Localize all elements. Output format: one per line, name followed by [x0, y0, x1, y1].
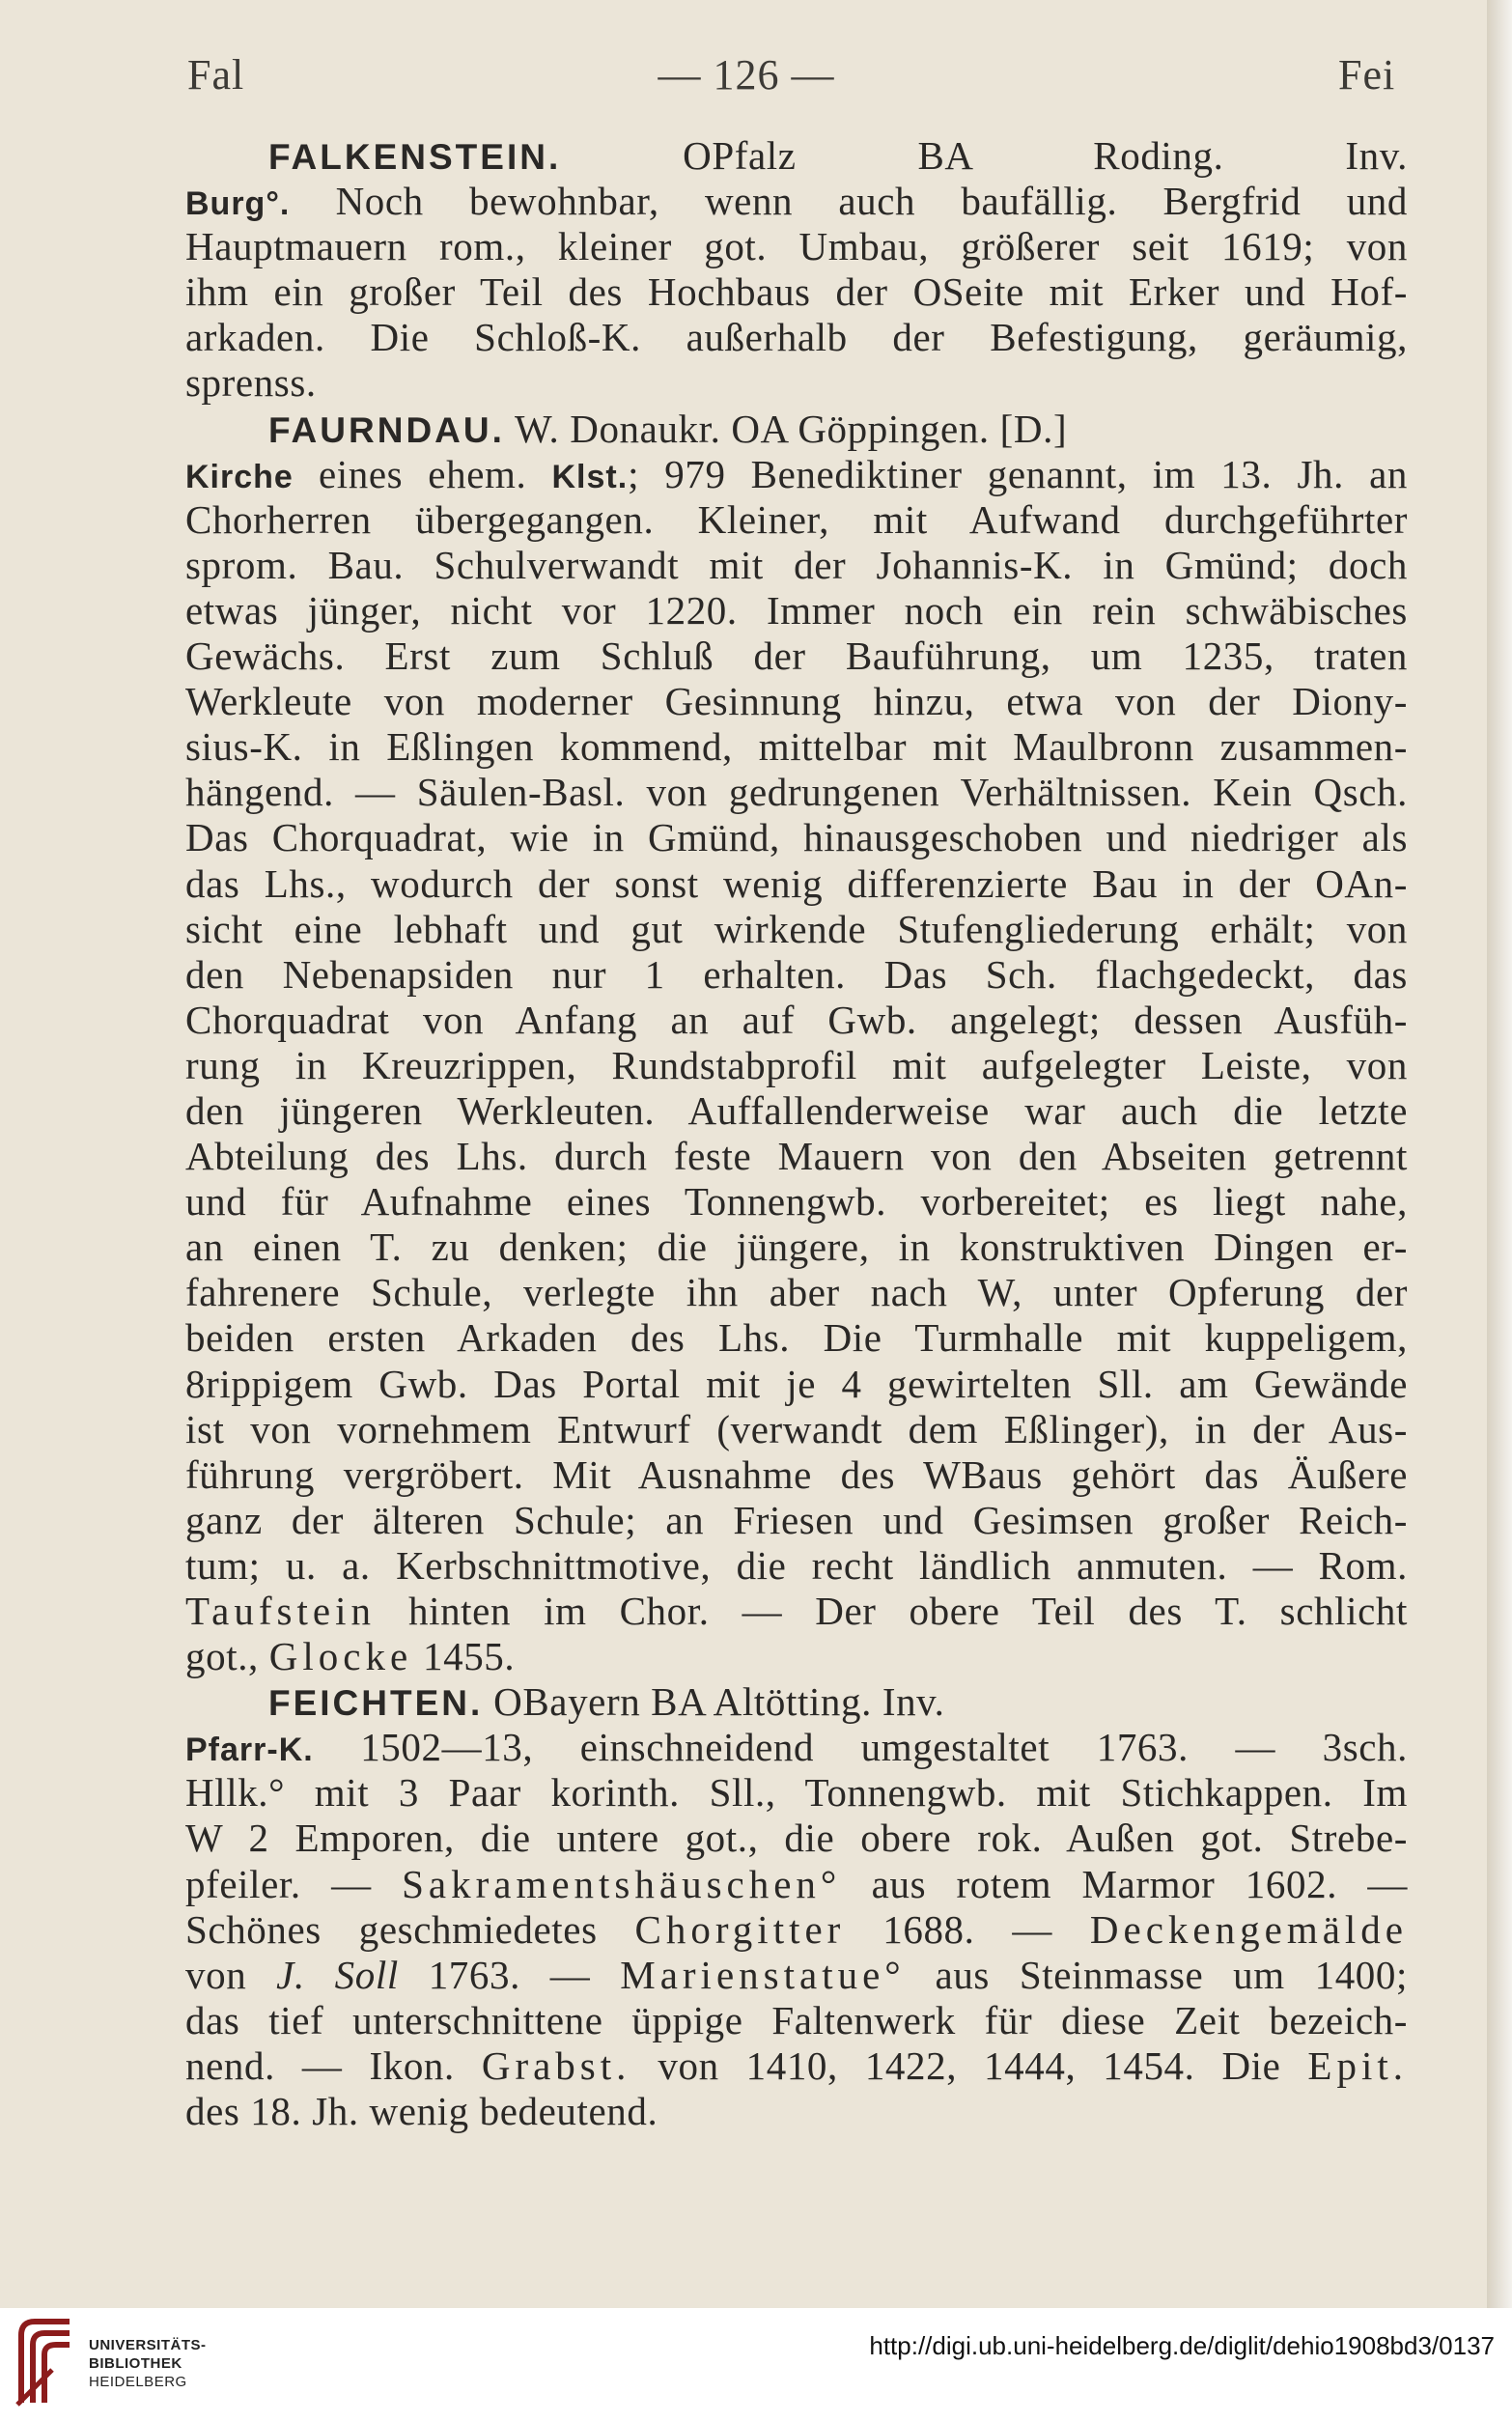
text-run: eines ehem.	[293, 451, 552, 496]
text-line	[185, 1679, 1408, 1725]
text-run: Hauptmauern rom., kleiner got. Umbau, größerer seit 1619; von	[185, 224, 1408, 269]
text-run: und für Aufnahme eines Tonnengwb. vorbereitet; es liegt nahe,	[185, 1179, 1408, 1225]
text-line	[185, 1953, 1408, 1998]
text-run: sicht eine lebhaft und gut wirkende Stufengliederung erhält; von	[185, 906, 1408, 951]
text-run: W. Donaukr. OA Göppingen. [D.]	[504, 406, 1068, 451]
text-run: ist von vornehmem Entwurf (verwandt dem Eßlinger), in der Aus-	[185, 1406, 1408, 1451]
text-run: von 1410, 1422, 1444, 1454. Die	[630, 2042, 1308, 2088]
text-run: Gewächs. Erst zum Schluß der Bauführung, um 1235, traten	[185, 634, 1408, 679]
spaced-term: Marienstatue°	[620, 1952, 906, 1997]
text-line	[185, 1270, 1408, 1315]
body-text	[185, 133, 1408, 2134]
spaced-term: Grabst.	[481, 2042, 631, 2088]
text-run: got.,	[185, 1634, 269, 1679]
text-line	[185, 2043, 1408, 2089]
text-line	[185, 315, 1408, 360]
text-run: ihm ein großer Teil des Hochbaus der OSeite mit Erker und Hof-	[185, 269, 1408, 315]
spaced-term: Taufstein	[185, 1589, 376, 1633]
library-name-line-1: UNIVERSITÄTS-	[89, 2337, 207, 2353]
text-run: 1688. —	[845, 1906, 1090, 1952]
text-run: arkaden. Die Schloß-K. außerhalb der Befestigung, geräumig,	[185, 315, 1408, 360]
text-run: Schönes geschmiedetes	[185, 1906, 635, 1952]
text-run: tum; u. a. Kerbschnittmotive, die recht ländlich anmuten. — Rom.	[185, 1542, 1408, 1588]
text-run: OBayern BA Altötting. Inv.	[483, 1679, 945, 1725]
entry-headword: FEICHTEN.	[268, 1683, 484, 1724]
text-run: hängend. — Säulen-Basl. von gedrungenen Verhältnissen. Kein Qsch.	[185, 770, 1408, 815]
text-line	[185, 497, 1408, 543]
text-run: sius-K. in Eßlingen kommend, mittelbar mit Maulbronn zusammen-	[185, 724, 1408, 770]
text-line	[185, 1407, 1408, 1452]
page-number: — 126 —	[658, 51, 835, 99]
source-url-link[interactable]: http://digi.ub.uni-heidelberg.de/diglit/dehio1908bd3/0137	[869, 2331, 1495, 2360]
text-line	[185, 815, 1408, 860]
text-line	[185, 770, 1408, 815]
text-run: Chorherren übergegangen. Kleiner, mit Aufwand durchgeführter	[185, 496, 1408, 542]
entry	[185, 407, 1408, 1680]
text-line	[185, 179, 1408, 224]
text-run: an einen T. zu denken; die jüngere, in konstruktiven Dingen er-	[185, 1225, 1408, 1270]
text-line	[185, 1907, 1408, 1953]
text-run: aus rotem Marmor 1602. —	[841, 1861, 1408, 1906]
artist-name: J. Soll	[276, 1952, 399, 1997]
text-line	[185, 1043, 1408, 1088]
text-line	[185, 1998, 1408, 2043]
text-run: hinten im Chor. — Der obere Teil des T. schlicht	[375, 1589, 1408, 1633]
text-line	[185, 952, 1408, 998]
text-line	[185, 1134, 1408, 1179]
text-line	[185, 1862, 1408, 1907]
text-line	[185, 1816, 1408, 1861]
text-run: den Nebenapsiden nur 1 erhalten. Das Sch. flachgedeckt, das	[185, 951, 1408, 997]
text-line	[185, 998, 1408, 1043]
library-name-line-3: HEIDELBERG	[89, 2374, 187, 2390]
text-run: führung vergröbert. Mit Ausnahme des WBaus gehört das Äußere	[185, 1451, 1408, 1497]
text-line	[185, 1634, 1408, 1679]
running-head-left: Fal	[187, 51, 245, 99]
spaced-term: Chorgitter	[634, 1906, 846, 1952]
text-run: den jüngeren Werkleuten. Auffallenderweise war auch die letzte	[185, 1087, 1408, 1133]
text-run: Abteilung des Lhs. durch feste Mauern von den Abseiten getrennt	[185, 1134, 1408, 1179]
text-run: 1763. —	[398, 1952, 621, 1997]
text-run: von	[185, 1952, 277, 1997]
running-head-right: Fei	[1338, 51, 1396, 99]
text-line	[185, 634, 1408, 679]
text-line	[185, 1589, 1408, 1634]
text-run: 1502—13, einschneidend umgestaltet 1763. — 3sch.	[313, 1725, 1408, 1770]
text-run: Das Chorquadrat, wie in Gmünd, hinausgeschoben und niedriger als	[185, 815, 1408, 860]
text-line	[185, 1770, 1408, 1816]
text-line	[185, 1225, 1408, 1270]
entry	[185, 133, 1408, 407]
footer-bar	[0, 2308, 1512, 2422]
spaced-term: Glocke	[268, 1634, 413, 1679]
text-line	[185, 452, 1408, 497]
object-label: Burg°.	[185, 185, 291, 223]
text-run: W 2 Emporen, die untere got., die obere rok. Außen got. Strebe-	[185, 1816, 1408, 1861]
text-line	[185, 1452, 1408, 1498]
text-line	[185, 2089, 1408, 2134]
text-line	[185, 588, 1408, 634]
library-name-line-2: BIBLIOTHEK	[89, 2355, 182, 2372]
text-line	[185, 1179, 1408, 1225]
text-run: Chorquadrat von Anfang an auf Gwb. angelegt; dessen Ausfüh-	[185, 997, 1408, 1042]
text-line	[185, 861, 1408, 907]
text-line	[185, 224, 1408, 269]
entry-headword: FALKENSTEIN.	[268, 137, 562, 177]
text-run: OPfalz BA Roding. Inv.	[561, 133, 1408, 178]
text-run: Noch bewohnbar, wenn auch baufällig. Bergfrid und	[290, 179, 1408, 224]
text-run: 1455.	[412, 1634, 516, 1679]
entry-headword: FAURNDAU.	[268, 409, 505, 450]
text-run: etwas jünger, nicht vor 1220. Immer noch ein rein schwäbisches	[185, 587, 1408, 633]
text-run: pfeiler. —	[185, 1861, 403, 1906]
text-run: nend. — Ikon.	[185, 2042, 482, 2088]
library-logo-icon	[14, 2316, 77, 2408]
entry	[185, 1679, 1408, 2134]
text-run: 8rippigem Gwb. Das Portal mit je 4 gewirtelten Sll. am Gewände	[185, 1361, 1408, 1406]
page-edge	[1487, 0, 1512, 2308]
text-run: des 18. Jh. wenig bedeutend.	[185, 2089, 658, 2134]
text-run: Werkleute von moderner Gesinnung hinzu, etwa von der Diony-	[185, 679, 1408, 724]
spaced-term: Deckengemälde	[1089, 1906, 1408, 1952]
text-line	[185, 907, 1408, 952]
object-label: Kirche	[185, 458, 294, 495]
text-line	[185, 1315, 1408, 1361]
object-label: Klst.	[551, 458, 629, 495]
spaced-term: Epit.	[1307, 2042, 1408, 2088]
text-run: rung in Kreuzrippen, Rundstabprofil mit aufgelegter Leiste, von	[185, 1042, 1408, 1087]
text-line	[185, 1088, 1408, 1134]
text-run: sprenss.	[185, 360, 317, 406]
text-run: beiden ersten Arkaden des Lhs. Die Turmhalle mit kuppeligem,	[185, 1315, 1408, 1361]
text-line	[185, 133, 1408, 179]
text-line	[185, 679, 1408, 724]
text-run: das Lhs., wodurch der sonst wenig differenzierte Bau in der OAn-	[185, 860, 1408, 906]
text-line	[185, 1543, 1408, 1589]
text-run: ; 979 Benediktiner genannt, im 13. Jh. an	[628, 451, 1408, 496]
text-line	[185, 543, 1408, 588]
text-line	[185, 407, 1408, 452]
text-line	[185, 1498, 1408, 1543]
text-line	[185, 1362, 1408, 1407]
text-line	[185, 360, 1408, 406]
spaced-term: Sakramentshäuschen°	[402, 1861, 842, 1906]
text-run: aus Steinmasse um 1400;	[905, 1952, 1408, 1997]
text-run: das tief unterschnittene üppige Faltenwerk für diese Zeit bezeich-	[185, 1997, 1408, 2042]
text-run: fahrenere Schule, verlegte ihn aber nach W, unter Opferung der	[185, 1270, 1408, 1315]
text-run: sprom. Bau. Schulverwandt mit der Johannis-K. in Gmünd; doch	[185, 542, 1408, 587]
object-label: Pfarr-K.	[185, 1732, 314, 1769]
text-run: Hllk.° mit 3 Paar korinth. Sll., Tonnengwb. mit Stichkappen. Im	[185, 1770, 1408, 1816]
text-line	[185, 269, 1408, 315]
text-line	[185, 1725, 1408, 1770]
text-line	[185, 724, 1408, 770]
text-run: ganz der älteren Schule; an Friesen und Gesimsen großer Reich-	[185, 1497, 1408, 1542]
